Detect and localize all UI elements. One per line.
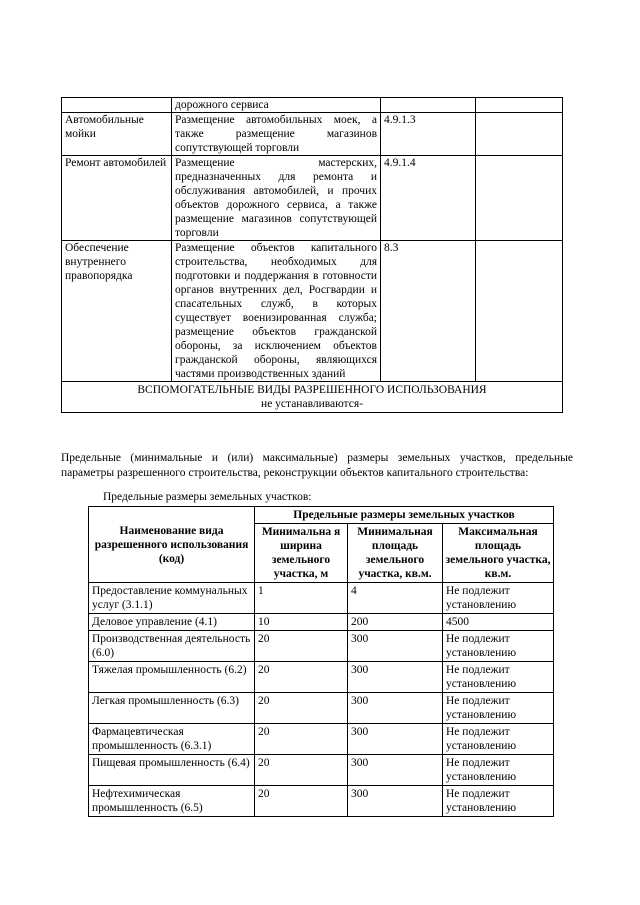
plot-size-limits-table — [88, 506, 554, 817]
row-code — [381, 98, 476, 113]
table-row — [89, 755, 554, 786]
column-header-min-area: Минимальная площадь земельного участка, кв.м. — [348, 524, 443, 583]
min-width-cell: 20 — [255, 786, 348, 817]
max-area-cell: Не подлежит установлению — [443, 755, 554, 786]
min-area-cell: 200 — [348, 614, 443, 631]
table-row — [62, 98, 563, 113]
table-row — [89, 631, 554, 662]
max-area-cell: Не подлежит установлению — [443, 662, 554, 693]
table-row — [89, 693, 554, 724]
min-width-cell: 20 — [255, 662, 348, 693]
limits-subheading: Предельные размеры земельных участков: — [103, 491, 312, 503]
auxiliary-uses-value: не устанавливаются- — [261, 398, 363, 410]
use-type-cell: Тяжелая промышленность (6.2) — [89, 662, 255, 693]
max-area-cell: Не подлежит установлению — [443, 724, 554, 755]
table-row — [62, 241, 563, 382]
column-header-use-type: Наименование вида разрешенного использования (код) — [89, 507, 255, 583]
row-code: 4.9.1.4 — [381, 156, 476, 241]
row-empty — [476, 241, 563, 382]
use-type-cell: Производственная деятельность (6.0) — [89, 631, 255, 662]
max-area-cell: Не подлежит установлению — [443, 631, 554, 662]
min-area-cell: 300 — [348, 755, 443, 786]
auxiliary-uses-row — [62, 382, 563, 413]
use-type-cell: Деловое управление (4.1) — [89, 614, 255, 631]
table-row — [62, 113, 563, 156]
row-empty — [476, 156, 563, 241]
row-code: 8.3 — [381, 241, 476, 382]
table-row — [89, 583, 554, 614]
min-width-cell: 20 — [255, 755, 348, 786]
row-description: Размещение объектов капитального строительства, необходимых для подготовки и поддержания в готовности органов внутренних дел, Росгвардии и спасательных служб, в которых существует военизированная служба; размещение объектов гражданской обороны, за исключением объектов гражданской обороны, являющихся частями производственных зданий — [172, 241, 381, 382]
auxiliary-uses-title: ВСПОМОГАТЕЛЬНЫЕ ВИДЫ РАЗРЕШЕННОГО ИСПОЛЬЗОВАНИЯ — [137, 384, 487, 396]
column-header-group: Предельные размеры земельных участков — [255, 507, 554, 524]
column-header-min-width: Минимальна я ширина земельного участка, м — [255, 524, 348, 583]
table-row — [89, 614, 554, 631]
use-type-cell: Пищевая промышленность (6.4) — [89, 755, 255, 786]
row-empty — [476, 113, 563, 156]
min-width-cell: 1 — [255, 583, 348, 614]
row-code: 4.9.1.3 — [381, 113, 476, 156]
table-row — [89, 662, 554, 693]
min-area-cell: 300 — [348, 786, 443, 817]
max-area-cell: 4500 — [443, 614, 554, 631]
row-empty — [476, 98, 563, 113]
min-area-cell: 300 — [348, 693, 443, 724]
column-header-max-area: Максимальная площадь земельного участка, кв.м. — [443, 524, 554, 583]
min-width-cell: 10 — [255, 614, 348, 631]
min-area-cell: 300 — [348, 631, 443, 662]
min-width-cell: 20 — [255, 724, 348, 755]
table-row — [89, 724, 554, 755]
min-area-cell: 300 — [348, 724, 443, 755]
limits-paragraph: Предельные (минимальные и (или) максимальные) размеры земельных участков, предельные параметры разрешенного строительства, реконструкции объектов капитального строительства: — [61, 452, 573, 479]
use-type-cell: Легкая промышленность (6.3) — [89, 693, 255, 724]
row-name: Ремонт автомобилей — [62, 156, 172, 241]
max-area-cell: Не подлежит установлению — [443, 583, 554, 614]
use-type-cell: Нефтехимическая промышленность (6.5) — [89, 786, 255, 817]
row-description: дорожного сервиса — [172, 98, 381, 113]
max-area-cell: Не подлежит установлению — [443, 693, 554, 724]
max-area-cell: Не подлежит установлению — [443, 786, 554, 817]
use-type-cell: Фармацевтическая промышленность (6.3.1) — [89, 724, 255, 755]
min-area-cell: 4 — [348, 583, 443, 614]
row-description: Размещение автомобильных моек, а также размещение магазинов сопутствующей торговли — [172, 113, 381, 156]
table-row — [62, 156, 563, 241]
permitted-use-table — [61, 97, 563, 413]
min-area-cell: 300 — [348, 662, 443, 693]
min-width-cell: 20 — [255, 631, 348, 662]
use-type-cell: Предоставление коммунальных услуг (3.1.1) — [89, 583, 255, 614]
min-width-cell: 20 — [255, 693, 348, 724]
row-description: Размещение мастерских, предназначенных для ремонта и обслуживания автомобилей, и прочих объектов дорожного сервиса, а также размещение магазинов сопутствующей торговли — [172, 156, 381, 241]
row-name: Автомобильные мойки — [62, 113, 172, 156]
row-name — [62, 98, 172, 113]
table-row — [89, 786, 554, 817]
row-name: Обеспечение внутреннего правопорядка — [62, 241, 172, 382]
